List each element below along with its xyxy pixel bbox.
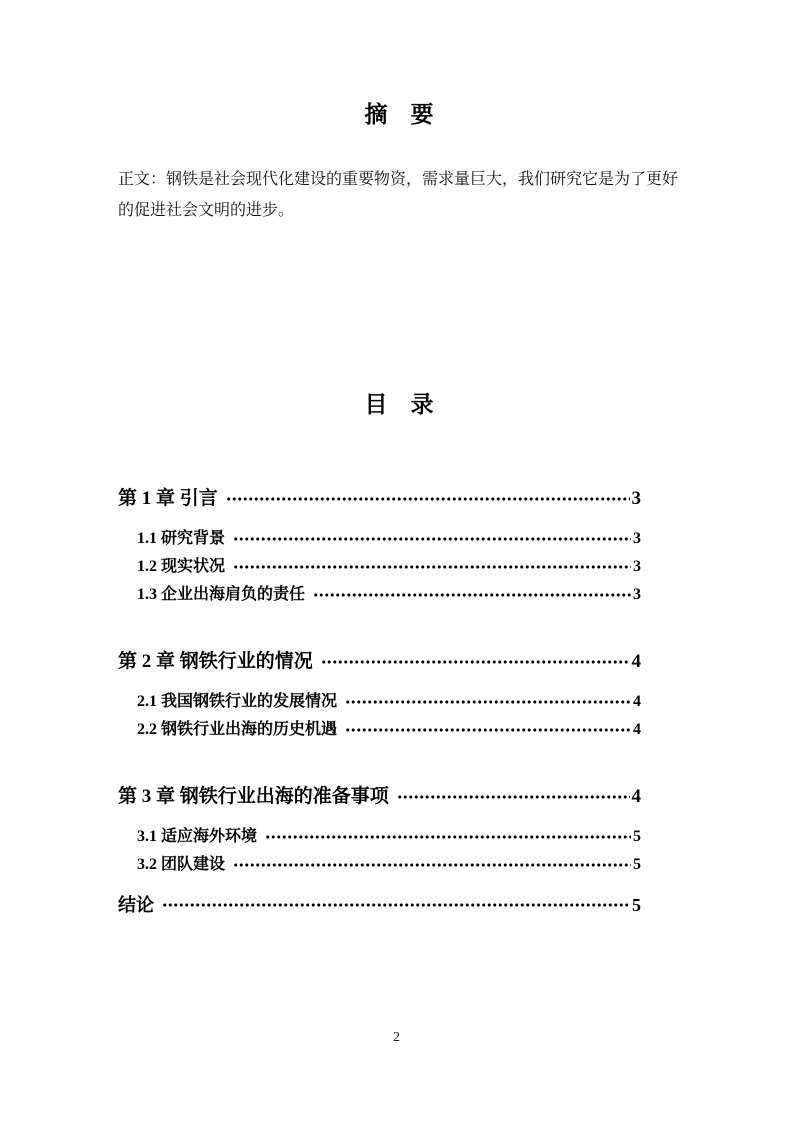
- dot-leader: [233, 525, 631, 553]
- dot-leader: [233, 851, 631, 879]
- toc-entry-label: 1.3 企业出海肩负的责任: [137, 586, 306, 603]
- abstract-title: 摘 要: [364, 102, 434, 127]
- toc-entry: [118, 782, 641, 812]
- dot-leader: [397, 782, 630, 812]
- toc-entry-label: 第 1 章 引言: [118, 488, 218, 509]
- toc-entry-label: 3.1 适应海外环境: [137, 828, 258, 845]
- toc-entry-label: 结论: [118, 895, 154, 915]
- toc-entry-label: 3.2 团队建设: [137, 856, 226, 873]
- toc-entry-page: 4: [633, 721, 641, 738]
- toc-entry-label: 2.2 钢铁行业出海的历史机遇: [137, 721, 338, 738]
- dot-leader: [321, 647, 630, 677]
- toc-entry-page: 5: [633, 856, 641, 873]
- toc-entry: [118, 581, 641, 609]
- toc-entry-page: 3: [631, 488, 641, 509]
- toc-entry: [118, 890, 641, 920]
- abstract-body-text: 正文：钢铁是社会现代化建设的重要物资，需求量巨大，我们研究它是为了更好的促进社会文明的进步。: [118, 171, 679, 219]
- dot-leader: [345, 688, 631, 716]
- toc-entry-page: 3: [633, 530, 641, 547]
- toc-entry-label: 2.1 我国钢铁行业的发展情况: [137, 693, 338, 710]
- toc-entry-page: 3: [633, 558, 641, 575]
- toc-entry-page: 5: [633, 828, 641, 845]
- toc-entry-page: 3: [633, 586, 641, 603]
- dot-leader: [265, 823, 631, 851]
- toc-entry-page: 5: [632, 895, 641, 915]
- toc-entry: [118, 823, 641, 851]
- dot-leader: [345, 716, 631, 744]
- toc-entry: [118, 647, 641, 677]
- dot-leader: [313, 581, 631, 609]
- toc-entry: [118, 688, 641, 716]
- dot-leader: [162, 890, 630, 920]
- toc-entry: [118, 716, 641, 744]
- toc-entry-label: 第 3 章 钢铁行业出海的准备事项: [118, 786, 389, 807]
- toc-title: 目 录: [364, 392, 434, 417]
- toc-entry-page: 4: [631, 651, 641, 672]
- toc-entry: [118, 484, 641, 514]
- toc-entry-page: 4: [633, 693, 641, 710]
- toc-entry: [118, 553, 641, 581]
- dot-leader: [226, 484, 630, 514]
- toc-entry-label: 1.2 现实状况: [137, 558, 226, 575]
- toc-entry: [118, 851, 641, 879]
- toc-entry-label: 第 2 章 钢铁行业的情况: [118, 651, 313, 672]
- toc-list: [118, 484, 641, 920]
- toc-entry-page: 4: [631, 786, 641, 807]
- toc-entry-label: 1.1 研究背景: [137, 530, 226, 547]
- page-number: 2: [393, 1030, 400, 1045]
- dot-leader: [233, 553, 631, 581]
- toc-entry: [118, 525, 641, 553]
